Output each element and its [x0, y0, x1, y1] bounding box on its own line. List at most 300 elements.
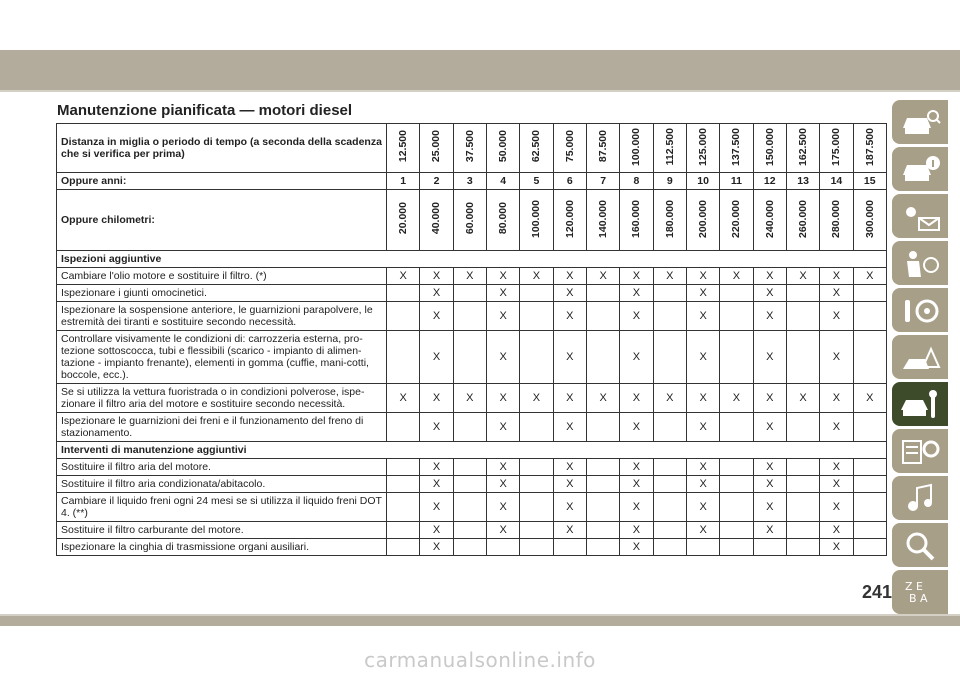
miles-cell	[387, 124, 420, 173]
service-mark: X	[686, 522, 719, 539]
service-mark	[720, 331, 753, 384]
car-search-icon	[899, 106, 941, 138]
service-mark: X	[420, 459, 453, 476]
service-mark: X	[486, 522, 519, 539]
service-mark: X	[553, 413, 586, 442]
service-mark: X	[520, 384, 553, 413]
service-mark: X	[486, 331, 519, 384]
miles-cell	[720, 124, 753, 173]
service-mark: X	[553, 522, 586, 539]
car-wrench-icon	[899, 388, 941, 420]
service-mark: X	[686, 302, 719, 331]
service-mark	[453, 493, 486, 522]
service-mark	[520, 522, 553, 539]
service-mark: X	[420, 493, 453, 522]
service-mark: X	[553, 384, 586, 413]
service-description: Ispezionare i giunti omocinetici.	[57, 285, 387, 302]
miles-cell	[686, 124, 719, 173]
miles-header-row	[57, 124, 887, 173]
svg-text:Z E: Z E	[905, 580, 923, 593]
chapter-tab[interactable]	[892, 382, 948, 426]
miles-value: 37.500	[463, 130, 476, 163]
service-mark: X	[720, 384, 753, 413]
service-mark	[486, 539, 519, 556]
table-row	[57, 493, 887, 522]
service-description: Cambiare il liquido freni ogni 24 mesi se si utilizza il liquido freni DOT 4. (**)	[57, 493, 387, 522]
service-mark	[387, 413, 420, 442]
service-mark: X	[620, 539, 653, 556]
key-steering-wheel-icon	[899, 294, 941, 326]
chapter-tab[interactable]	[892, 570, 948, 614]
service-mark	[453, 522, 486, 539]
table-row	[57, 413, 887, 442]
service-mark: X	[686, 459, 719, 476]
service-mark	[453, 331, 486, 384]
year-value: 10	[686, 173, 719, 190]
years-row	[57, 173, 887, 190]
km-value: 300.000	[863, 199, 876, 238]
km-cell	[653, 190, 686, 251]
service-mark	[720, 285, 753, 302]
service-mark: X	[753, 522, 786, 539]
service-mark: X	[420, 285, 453, 302]
service-mark: X	[753, 413, 786, 442]
service-mark	[753, 539, 786, 556]
service-mark: X	[620, 302, 653, 331]
service-mark: X	[486, 413, 519, 442]
service-mark: X	[753, 268, 786, 285]
alphabetical-index-icon	[899, 576, 941, 608]
top-band	[0, 50, 960, 90]
service-mark: X	[620, 522, 653, 539]
service-mark	[586, 285, 619, 302]
year-value: 2	[420, 173, 453, 190]
service-mark: X	[553, 285, 586, 302]
service-mark: X	[686, 268, 719, 285]
km-cell	[753, 190, 786, 251]
service-mark: X	[420, 522, 453, 539]
service-mark: X	[553, 268, 586, 285]
year-value: 4	[486, 173, 519, 190]
km-value: 100.000	[530, 199, 543, 238]
service-mark	[586, 539, 619, 556]
service-mark	[653, 302, 686, 331]
specs-gear-icon	[899, 435, 941, 467]
service-mark	[520, 539, 553, 556]
service-mark	[720, 476, 753, 493]
service-description: Sostituire il filtro carburante del motore.	[57, 522, 387, 539]
service-mark	[586, 331, 619, 384]
chapter-tab[interactable]	[892, 147, 948, 191]
service-mark: X	[420, 413, 453, 442]
service-mark: X	[553, 476, 586, 493]
service-mark: X	[820, 302, 853, 331]
service-mark: X	[486, 268, 519, 285]
chapter-tab[interactable]	[892, 288, 948, 332]
service-mark	[520, 302, 553, 331]
service-mark	[853, 285, 886, 302]
miles-value: 50.000	[497, 130, 510, 163]
service-mark	[387, 493, 420, 522]
km-cell	[820, 190, 853, 251]
service-mark: X	[553, 459, 586, 476]
car-info-icon	[899, 153, 941, 185]
miles-cell	[753, 124, 786, 173]
chapter-tab[interactable]	[892, 335, 948, 379]
miles-cell	[620, 124, 653, 173]
service-mark: X	[387, 268, 420, 285]
service-mark: X	[486, 302, 519, 331]
km-cell	[720, 190, 753, 251]
service-mark: X	[820, 459, 853, 476]
top-band-line	[0, 90, 960, 92]
chapter-tab[interactable]	[892, 194, 948, 238]
service-mark	[853, 493, 886, 522]
service-mark: X	[453, 268, 486, 285]
service-mark: X	[620, 285, 653, 302]
year-value: 13	[786, 173, 819, 190]
table-row	[57, 539, 887, 556]
miles-value: 12.500	[397, 130, 410, 163]
year-value: 15	[853, 173, 886, 190]
service-mark	[720, 539, 753, 556]
service-mark: X	[820, 493, 853, 522]
service-description: Controllare visivamente le condizioni di: carrozzeria esterna, pro-tezione sottoscocca, tubi e flessibili (scarico - impianto di alimen-tazione - impianto frenante), elementi in gomma (cuffie, mani-cotti, boccole, ecc.).	[57, 331, 387, 384]
table-row	[57, 459, 887, 476]
service-mark: X	[820, 384, 853, 413]
service-mark: X	[586, 268, 619, 285]
service-mark	[720, 493, 753, 522]
service-mark	[520, 285, 553, 302]
service-mark	[653, 493, 686, 522]
service-description: Cambiare l'olio motore e sostituire il filtro. (*)	[57, 268, 387, 285]
km-cell	[786, 190, 819, 251]
year-value: 1	[387, 173, 420, 190]
year-value: 7	[586, 173, 619, 190]
section-title: Manutenzione pianificata — motori diesel	[57, 102, 353, 119]
page-number: 241	[862, 582, 893, 602]
service-mark: X	[853, 268, 886, 285]
service-mark	[520, 493, 553, 522]
seatbelt-airbag-icon	[899, 247, 941, 279]
table-row	[57, 522, 887, 539]
service-mark: X	[853, 384, 886, 413]
service-mark	[520, 331, 553, 384]
service-mark: X	[820, 413, 853, 442]
service-mark: X	[420, 268, 453, 285]
chapter-tab[interactable]	[892, 476, 948, 520]
magnifier-icon	[899, 529, 941, 561]
service-mark: X	[586, 384, 619, 413]
service-mark	[387, 522, 420, 539]
service-mark	[586, 459, 619, 476]
km-value: 240.000	[763, 199, 776, 238]
section-header-row	[57, 251, 887, 268]
service-mark: X	[620, 476, 653, 493]
year-value: 9	[653, 173, 686, 190]
service-mark	[653, 413, 686, 442]
service-mark	[786, 413, 819, 442]
service-mark: X	[753, 459, 786, 476]
km-value: 140.000	[597, 199, 610, 238]
km-cell	[453, 190, 486, 251]
service-mark: X	[686, 476, 719, 493]
km-value: 260.000	[797, 199, 810, 238]
service-mark: X	[420, 384, 453, 413]
km-cell	[387, 190, 420, 251]
miles-value: 75.000	[563, 130, 576, 163]
service-mark	[853, 522, 886, 539]
service-mark	[653, 459, 686, 476]
svg-text:B A: B A	[909, 592, 928, 605]
service-mark	[586, 413, 619, 442]
year-value: 6	[553, 173, 586, 190]
miles-value: 112.500	[663, 127, 676, 166]
service-mark	[387, 285, 420, 302]
km-cell	[486, 190, 519, 251]
emergency-triangle-car-icon	[899, 341, 941, 373]
service-mark: X	[453, 384, 486, 413]
service-mark: X	[686, 493, 719, 522]
year-value: 5	[520, 173, 553, 190]
service-mark: X	[820, 285, 853, 302]
service-mark	[853, 331, 886, 384]
service-mark	[786, 331, 819, 384]
miles-cell	[653, 124, 686, 173]
warning-lights-mail-icon	[899, 200, 941, 232]
km-value: 80.000	[497, 202, 510, 235]
km-label: Oppure chilometri:	[57, 190, 387, 251]
service-mark: X	[620, 493, 653, 522]
service-description: Sostituire il filtro aria del motore.	[57, 459, 387, 476]
year-value: 11	[720, 173, 753, 190]
bottom-band	[0, 616, 960, 626]
service-mark: X	[553, 331, 586, 384]
km-cell	[586, 190, 619, 251]
chapter-tab[interactable]	[892, 100, 948, 144]
service-mark	[553, 539, 586, 556]
service-mark: X	[620, 331, 653, 384]
km-cell	[553, 190, 586, 251]
miles-value: 125.000	[697, 127, 710, 166]
chapter-tab[interactable]	[892, 241, 948, 285]
service-mark	[586, 476, 619, 493]
service-mark	[387, 331, 420, 384]
chapter-tab[interactable]	[892, 523, 948, 567]
service-mark	[853, 476, 886, 493]
service-mark	[387, 539, 420, 556]
service-mark	[720, 413, 753, 442]
service-mark: X	[753, 285, 786, 302]
service-mark	[853, 302, 886, 331]
service-mark: X	[820, 268, 853, 285]
service-mark	[786, 476, 819, 493]
service-mark: X	[786, 268, 819, 285]
service-mark	[786, 522, 819, 539]
km-cell	[420, 190, 453, 251]
service-mark: X	[420, 476, 453, 493]
miles-value: 187.500	[863, 127, 876, 166]
service-mark	[853, 413, 886, 442]
service-mark	[653, 331, 686, 384]
service-mark: X	[620, 459, 653, 476]
service-mark	[786, 493, 819, 522]
miles-cell	[420, 124, 453, 173]
km-cell	[686, 190, 719, 251]
miles-cell	[853, 124, 886, 173]
year-value: 8	[620, 173, 653, 190]
service-mark: X	[620, 268, 653, 285]
km-value: 40.000	[430, 202, 443, 235]
km-value: 280.000	[830, 199, 843, 238]
miles-cell	[553, 124, 586, 173]
chapter-tab[interactable]	[892, 429, 948, 473]
year-value: 3	[453, 173, 486, 190]
service-mark: X	[786, 384, 819, 413]
service-mark	[453, 285, 486, 302]
service-mark: X	[486, 285, 519, 302]
miles-cell	[586, 124, 619, 173]
service-mark: X	[486, 493, 519, 522]
service-mark	[720, 522, 753, 539]
miles-value: 87.500	[597, 130, 610, 163]
service-mark: X	[753, 384, 786, 413]
service-mark	[653, 476, 686, 493]
service-mark: X	[720, 268, 753, 285]
service-mark: X	[486, 459, 519, 476]
service-mark	[720, 459, 753, 476]
miles-cell	[520, 124, 553, 173]
service-mark	[387, 476, 420, 493]
km-cell	[853, 190, 886, 251]
service-mark	[520, 459, 553, 476]
service-mark	[786, 285, 819, 302]
km-value: 180.000	[663, 199, 676, 238]
service-mark	[653, 285, 686, 302]
miles-cell	[486, 124, 519, 173]
service-mark: X	[387, 384, 420, 413]
service-mark	[653, 522, 686, 539]
miles-value: 150.000	[763, 127, 776, 166]
km-cell	[520, 190, 553, 251]
service-mark	[653, 539, 686, 556]
miles-value: 162.500	[797, 127, 810, 166]
service-mark: X	[486, 476, 519, 493]
year-value: 12	[753, 173, 786, 190]
service-mark: X	[753, 302, 786, 331]
service-description: Ispezionare la cinghia di trasmissione organi ausiliari.	[57, 539, 387, 556]
miles-value: 100.000	[630, 127, 643, 166]
maintenance-schedule-table	[56, 123, 887, 556]
service-mark	[720, 302, 753, 331]
service-mark	[387, 459, 420, 476]
service-mark	[786, 459, 819, 476]
service-mark: X	[653, 268, 686, 285]
miles-cell	[820, 124, 853, 173]
section-header-row	[57, 442, 887, 459]
table-row	[57, 476, 887, 493]
service-mark	[686, 539, 719, 556]
chapter-tabs	[892, 100, 950, 617]
km-row	[57, 190, 887, 251]
service-mark: X	[753, 331, 786, 384]
km-cell	[620, 190, 653, 251]
service-mark: X	[820, 331, 853, 384]
km-value: 160.000	[630, 199, 643, 238]
years-label: Oppure anni:	[57, 173, 387, 190]
service-mark	[453, 476, 486, 493]
section-heading: Interventi di manutenzione aggiuntivi	[57, 442, 887, 459]
km-value: 200.000	[697, 199, 710, 238]
service-mark	[586, 522, 619, 539]
section-heading: Ispezioni aggiuntive	[57, 251, 887, 268]
service-mark	[853, 459, 886, 476]
service-mark: X	[420, 302, 453, 331]
miles-value: 62.500	[530, 130, 543, 163]
service-mark: X	[820, 476, 853, 493]
service-mark	[586, 493, 619, 522]
service-mark: X	[686, 384, 719, 413]
watermark: carmanualsonline.info	[364, 648, 596, 672]
table-row	[57, 285, 887, 302]
service-mark	[453, 459, 486, 476]
service-mark	[453, 413, 486, 442]
service-mark	[387, 302, 420, 331]
service-mark: X	[420, 539, 453, 556]
table-row	[57, 384, 887, 413]
service-mark: X	[620, 413, 653, 442]
miles-value: 175.000	[830, 127, 843, 166]
miles-value: 25.000	[430, 130, 443, 163]
service-description: Ispezionare le guarnizioni dei freni e il funzionamento del freno di stazionamento.	[57, 413, 387, 442]
miles-cell	[786, 124, 819, 173]
km-value: 220.000	[730, 199, 743, 238]
table-row	[57, 302, 887, 331]
service-mark	[853, 539, 886, 556]
service-mark: X	[486, 384, 519, 413]
year-value: 14	[820, 173, 853, 190]
service-mark: X	[820, 539, 853, 556]
miles-value: 137.500	[730, 127, 743, 166]
service-mark	[453, 539, 486, 556]
km-value: 60.000	[463, 202, 476, 235]
service-mark: X	[753, 476, 786, 493]
table-row	[57, 268, 887, 285]
multimedia-music-icon	[899, 482, 941, 514]
km-value: 20.000	[397, 202, 410, 235]
km-value: 120.000	[563, 199, 576, 238]
service-mark	[453, 302, 486, 331]
service-mark	[586, 302, 619, 331]
service-mark: X	[686, 285, 719, 302]
service-mark	[520, 476, 553, 493]
service-mark: X	[753, 493, 786, 522]
service-description: Se si utilizza la vettura fuoristrada o in condizioni polverose, ispe-zionare il filtro aria del motore e sostituire secondo necessità.	[57, 384, 387, 413]
service-mark	[786, 539, 819, 556]
service-description: Ispezionare la sospensione anteriore, le guarnizioni parapolvere, le estremità dei tiranti e sostituire secondo necessità.	[57, 302, 387, 331]
service-mark: X	[553, 493, 586, 522]
service-mark: X	[686, 413, 719, 442]
service-mark: X	[686, 331, 719, 384]
service-mark: X	[620, 384, 653, 413]
table-row	[57, 331, 887, 384]
service-mark: X	[520, 268, 553, 285]
distance-label: Distanza in miglia o periodo di tempo (a seconda della scadenza che si verifica per prima)	[57, 124, 387, 173]
miles-cell	[453, 124, 486, 173]
service-mark: X	[420, 331, 453, 384]
service-mark: X	[653, 384, 686, 413]
service-description: Sostituire il filtro aria condizionata/abitacolo.	[57, 476, 387, 493]
